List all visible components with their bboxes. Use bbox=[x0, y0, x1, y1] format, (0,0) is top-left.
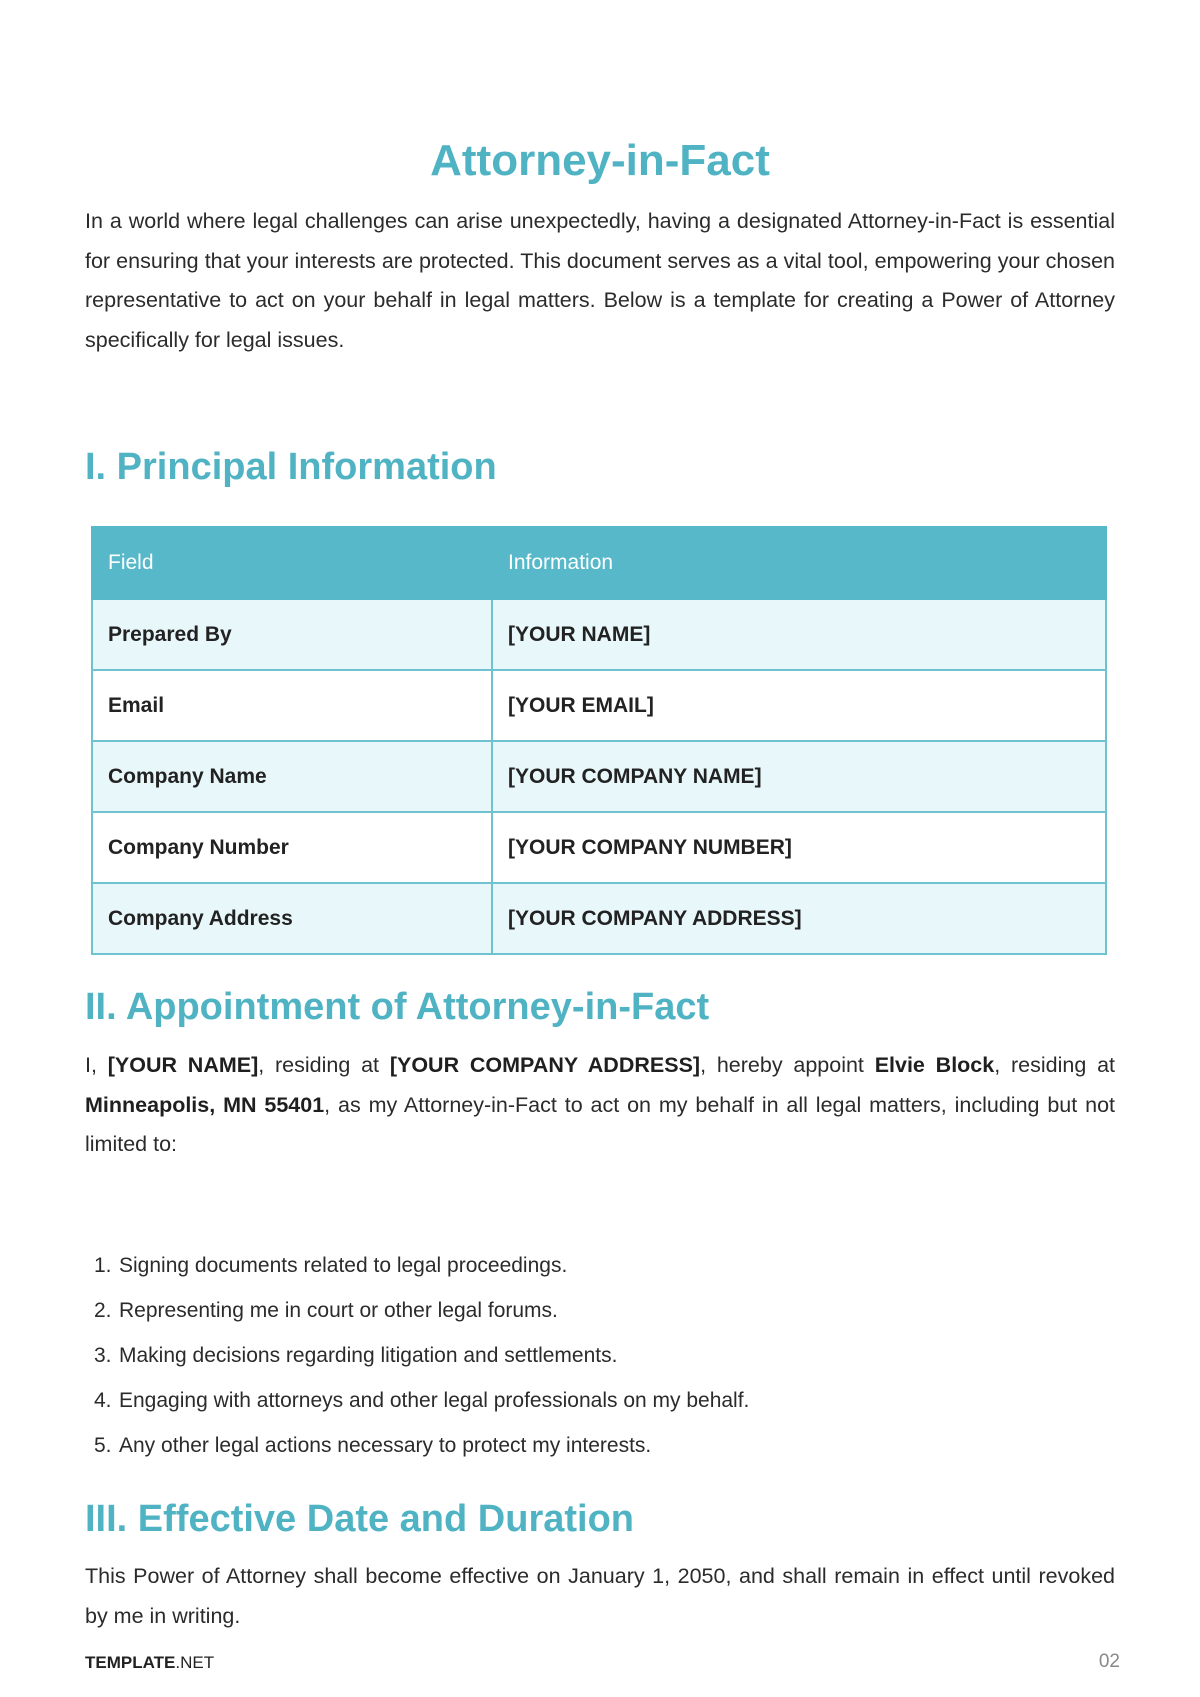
table-cell-field: Prepared By bbox=[92, 599, 492, 670]
table-cell-value: [YOUR COMPANY ADDRESS] bbox=[492, 883, 1106, 954]
table-cell-value: [YOUR NAME] bbox=[492, 599, 1106, 670]
appointment-text: , hereby appoint bbox=[700, 1053, 875, 1077]
list-item bbox=[94, 1248, 749, 1293]
list-item bbox=[94, 1338, 749, 1383]
list-item-text: Representing me in court or other legal forums. bbox=[119, 1299, 558, 1322]
attorney-location: Minneapolis, MN 55401 bbox=[85, 1092, 325, 1117]
list-item-text: Making decisions regarding litigation and settlements. bbox=[119, 1344, 618, 1367]
intro-paragraph: In a world where legal challenges can arise unexpectedly, having a designated Attorney-in-Fact is essential for ensuring that your interests are protected. This document serves as a vital tool, empowering your chosen representative to act on your behalf in legal matters. Below is a template for creating a Power of Attorney specifically for legal issues. bbox=[85, 209, 1115, 352]
principal-info-table bbox=[91, 526, 1107, 955]
table-cell-value: [YOUR COMPANY NAME] bbox=[492, 741, 1106, 812]
table-row bbox=[92, 883, 1106, 954]
powers-list bbox=[94, 1248, 749, 1473]
appointment-paragraph bbox=[85, 1046, 1115, 1165]
table-cell-field: Email bbox=[92, 670, 492, 741]
list-item-number: 4. bbox=[94, 1389, 112, 1412]
appointment-text: , residing at bbox=[994, 1053, 1115, 1077]
footer-brand-logo bbox=[85, 1653, 214, 1673]
attorney-name: Elvie Block bbox=[874, 1053, 995, 1077]
page-number: 02 bbox=[1098, 1651, 1120, 1672]
table-cell-value: [YOUR COMPANY NUMBER] bbox=[492, 812, 1106, 883]
section-heading-principal-information: I. Principal Information bbox=[85, 446, 497, 488]
section-heading-effective-date: III. Effective Date and Duration bbox=[85, 1498, 634, 1540]
document-title: Attorney-in-Fact bbox=[430, 136, 770, 185]
table-row bbox=[92, 670, 1106, 741]
appointment-text: I, bbox=[85, 1053, 108, 1077]
table-row bbox=[92, 812, 1106, 883]
effective-date-paragraph: This Power of Attorney shall become effective on January 1, 2050, and shall remain in effect until revoked by me in writing. bbox=[85, 1564, 1115, 1628]
list-item-number: 5. bbox=[94, 1434, 112, 1457]
section-heading-appointment: II. Appointment of Attorney-in-Fact bbox=[85, 986, 710, 1028]
list-item bbox=[94, 1293, 749, 1338]
principal-name: [YOUR NAME] bbox=[107, 1053, 259, 1077]
list-item bbox=[94, 1383, 749, 1428]
table-row bbox=[92, 741, 1106, 812]
list-item-number: 1. bbox=[94, 1254, 112, 1277]
list-item-number: 2. bbox=[94, 1299, 112, 1322]
appointment-text: , as my Attorney-in-Fact to act on my behalf in all legal matters, including but not limited to: bbox=[85, 1092, 1115, 1156]
list-item-text: Signing documents related to legal proceedings. bbox=[119, 1254, 568, 1277]
table-header-row bbox=[92, 527, 1106, 599]
principal-address: [YOUR COMPANY ADDRESS] bbox=[389, 1053, 701, 1077]
list-item-number: 3. bbox=[94, 1344, 112, 1367]
table-cell-field: Company Address bbox=[92, 883, 492, 954]
appointment-text: , residing at bbox=[258, 1053, 390, 1077]
table-header-information: Information bbox=[492, 527, 1106, 599]
list-item bbox=[94, 1428, 749, 1473]
table-header-field: Field bbox=[92, 527, 492, 599]
table-cell-field: Company Number bbox=[92, 812, 492, 883]
table-row bbox=[92, 599, 1106, 670]
list-item-text: Any other legal actions necessary to protect my interests. bbox=[119, 1434, 652, 1457]
table-cell-value: [YOUR EMAIL] bbox=[492, 670, 1106, 741]
list-item-text: Engaging with attorneys and other legal professionals on my behalf. bbox=[119, 1389, 750, 1412]
brand-suffix-text: .NET bbox=[175, 1653, 215, 1672]
brand-bold-text: TEMPLATE bbox=[85, 1653, 176, 1672]
table-cell-field: Company Name bbox=[92, 741, 492, 812]
